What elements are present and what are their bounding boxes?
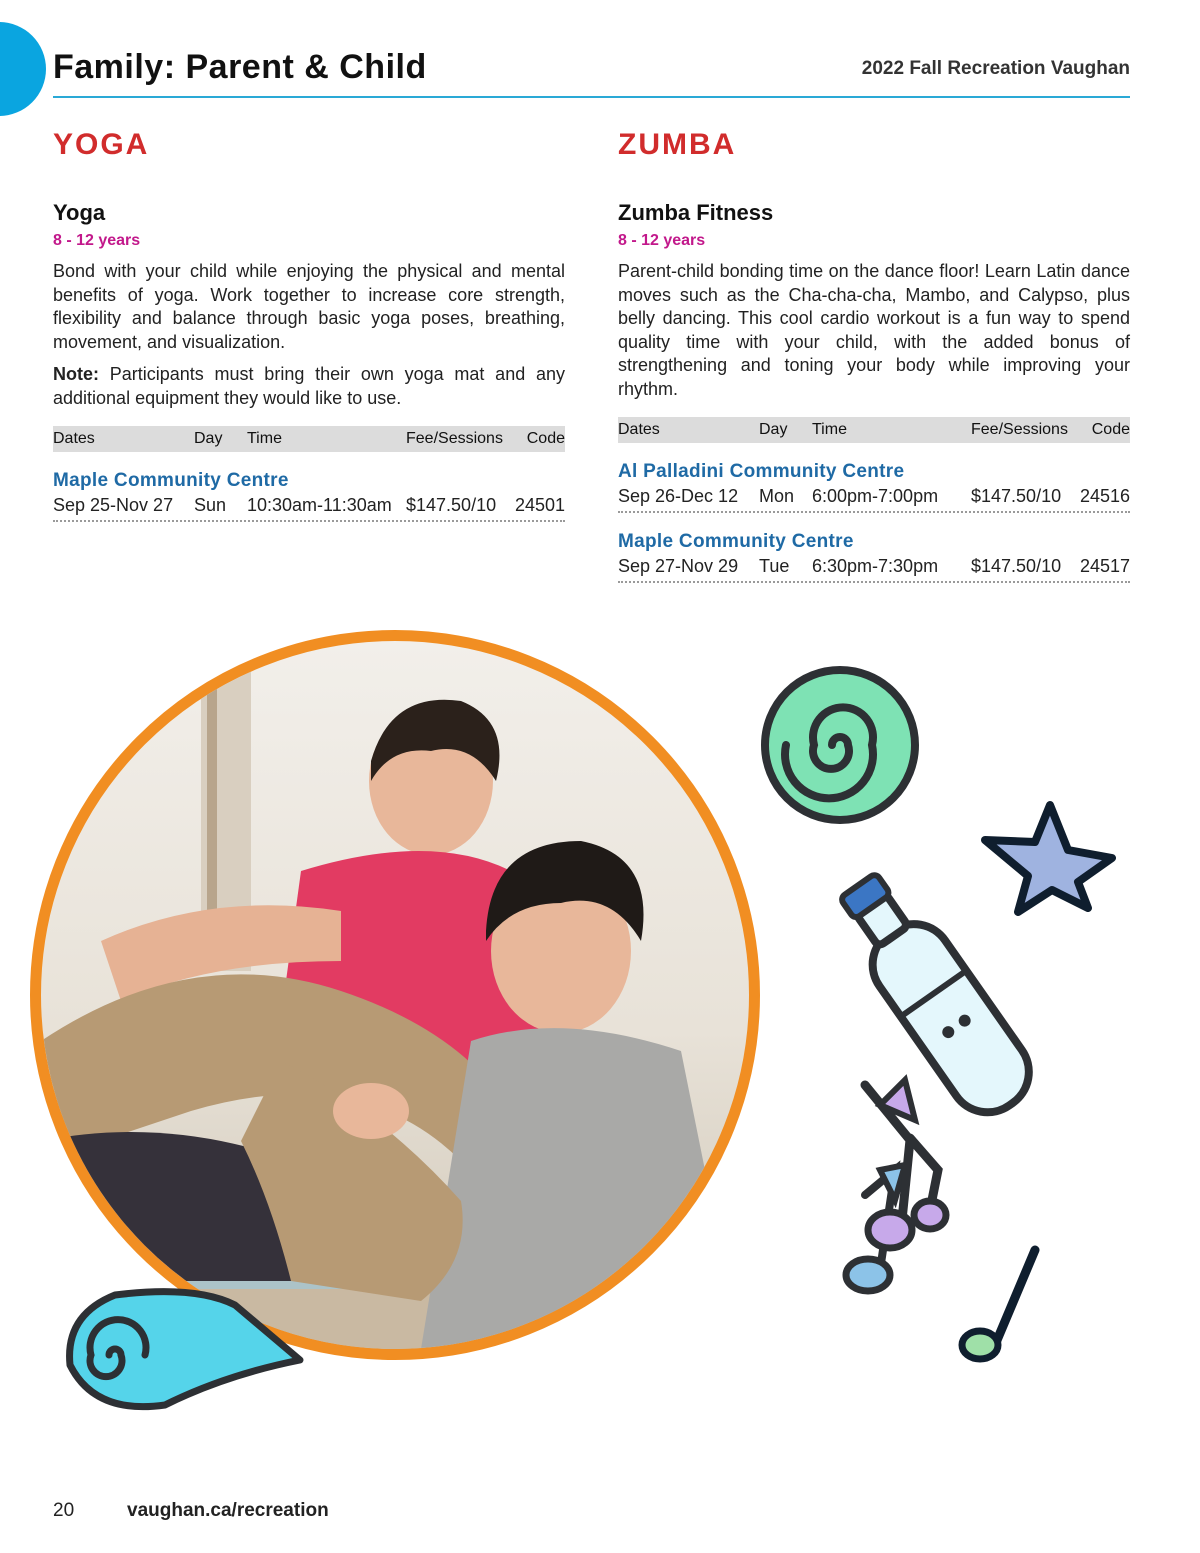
header-time: Time <box>247 430 282 447</box>
schedule-row <box>618 483 1130 513</box>
session-time: 6:00pm-7:00pm <box>812 486 939 506</box>
section-title: Family: Parent & Child <box>53 48 427 86</box>
page-header <box>53 46 1130 98</box>
age-range-yoga: 8 - 12 years <box>53 232 141 249</box>
schedule-row <box>53 492 565 522</box>
program-title-yoga: Yoga <box>53 200 106 225</box>
header-dates: Dates <box>53 430 95 447</box>
page-number: 20 <box>53 1500 75 1521</box>
doodles-group <box>640 650 1160 1410</box>
session-dates: Sep 25-Nov 27 <box>53 495 174 515</box>
session-fee: $147.50/10 <box>406 495 497 515</box>
session-time: 10:30am-11:30am <box>247 495 392 515</box>
program-title-zumba: Zumba Fitness <box>618 200 774 225</box>
program-note-yoga <box>53 363 565 410</box>
website-link[interactable]: vaughan.ca/recreation <box>127 1500 329 1521</box>
publication-title: 2022 Fall Recreation Vaughan <box>861 58 1130 79</box>
session-time: 6:30pm-7:30pm <box>812 556 939 576</box>
zumba-column <box>618 128 1130 583</box>
header-time: Time <box>812 421 847 438</box>
session-dates: Sep 27-Nov 29 <box>618 556 739 576</box>
session-fee: $147.50/10 <box>971 556 1062 576</box>
star-icon <box>985 805 1112 912</box>
session-day: Sun <box>194 495 227 515</box>
session-code: 24516 <box>1079 486 1130 506</box>
location-name: Maple Community Centre <box>53 470 289 491</box>
swirl-icon <box>765 670 915 820</box>
header-fee-sessions: Fee/Sessions <box>971 421 1068 438</box>
session-fee: $147.50/10 <box>971 486 1062 506</box>
header-day: Day <box>759 421 788 438</box>
session-code: 24501 <box>514 495 565 515</box>
note-label: Note: <box>53 364 99 384</box>
water-bottle-icon <box>825 863 1044 1128</box>
note-text: Participants must bring their own yoga mat and any additional equipment they would like to use. <box>53 364 565 408</box>
location-name: Maple Community Centre <box>618 531 854 552</box>
program-description-zumba: Parent-child bonding time on the dance floor! Learn Latin dance moves such as the Cha-cha-cha, Mambo, and Calypso, plus belly dancing. This cool cardio workout is a fun way to spend quality time with your child, with the added bonus of strengthening and toning your body while improving your rhythm. <box>618 261 1130 399</box>
header-code: Code <box>1091 421 1130 438</box>
header-dates: Dates <box>618 421 660 438</box>
location-name: Al Palladini Community Centre <box>618 461 905 482</box>
session-day: Mon <box>759 486 795 506</box>
yoga-mat-icon <box>55 1285 315 1415</box>
section-tab-marker <box>0 22 46 116</box>
music-notes-icon <box>846 1080 1035 1359</box>
program-description-yoga: Bond with your child while enjoying the physical and mental benefits of yoga. Work together to increase core strength, flexibility and balance through basic yoga poses, breathing, movement, and visualization. <box>53 261 565 352</box>
session-code: 24517 <box>1079 556 1130 576</box>
header-day: Day <box>194 430 223 447</box>
category-heading-zumba: ZUMBA <box>618 128 737 161</box>
schedule-header-zumba <box>618 417 1130 443</box>
age-range-zumba: 8 - 12 years <box>618 232 706 249</box>
schedule-header-yoga <box>53 426 565 452</box>
yoga-column <box>53 128 565 522</box>
category-heading-yoga: YOGA <box>53 128 150 161</box>
session-dates: Sep 26-Dec 12 <box>618 486 739 506</box>
schedule-row <box>618 553 1130 583</box>
header-code: Code <box>526 430 565 447</box>
header-fee-sessions: Fee/Sessions <box>406 430 503 447</box>
session-day: Tue <box>759 556 790 576</box>
